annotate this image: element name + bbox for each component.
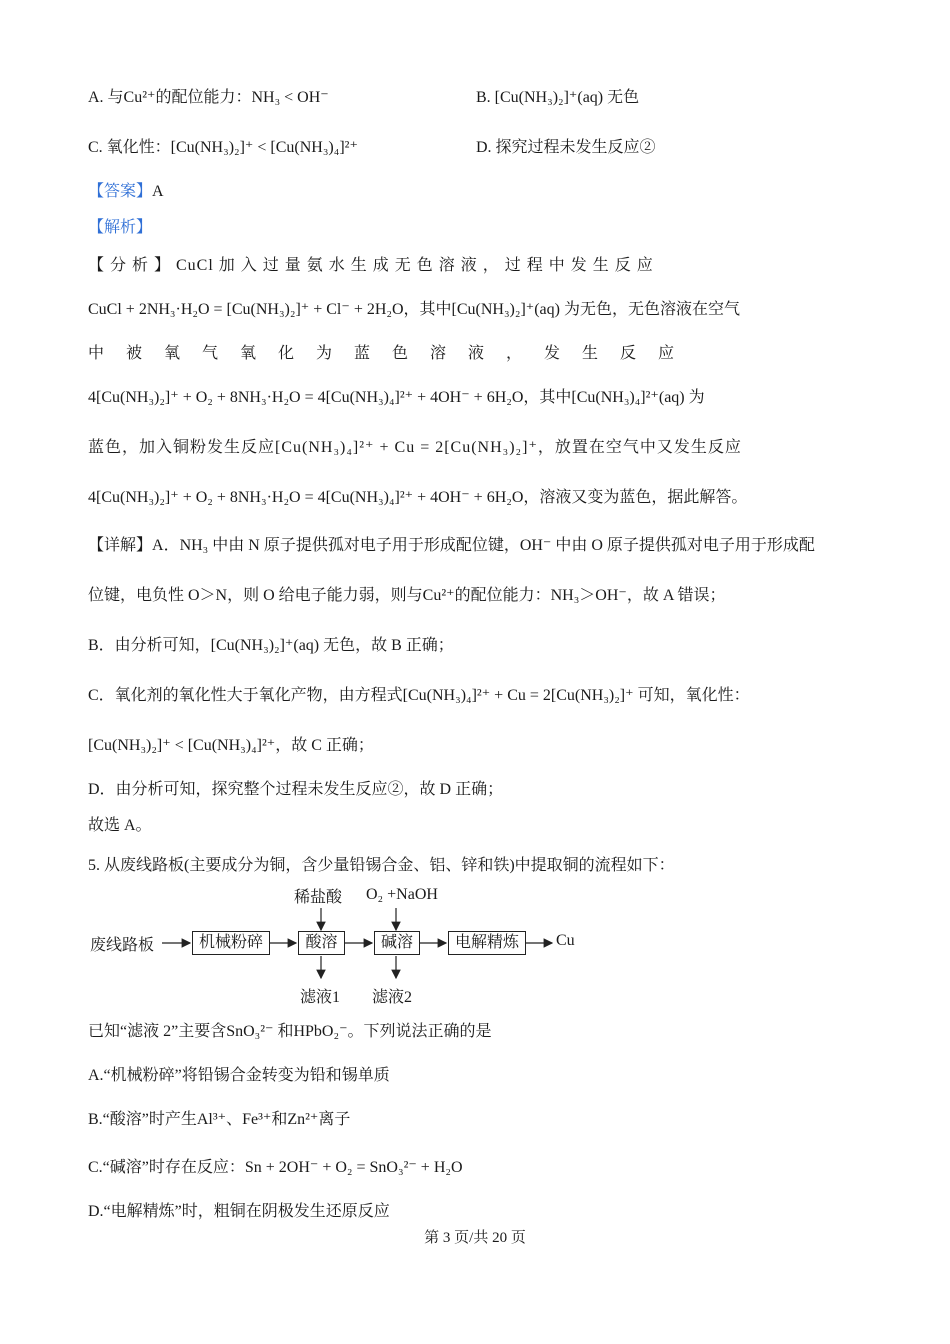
- detail-line-1: 【详解】A．NH₃ 中由 N 原子提供孤对电子用于形成配位键，OH⁻ 中由 O 原子提供孤对电子用于形成配: [88, 537, 815, 554]
- flow-step-crush: 机械粉碎: [192, 931, 270, 955]
- analysis-heading: 【解析】: [88, 219, 153, 236]
- detail-tag: 【详解】: [88, 537, 153, 554]
- q5-option-b: B.“酸溶”时产生Al³⁺、Fe³⁺和Zn²⁺离子: [88, 1111, 351, 1128]
- q4-option-b: B. [Cu(NH₃)₂]⁺(aq) 无色: [476, 89, 640, 106]
- detail-line-7: 故选 A。: [88, 817, 152, 834]
- detail-line-5: [Cu(NH₃)₂]⁺ < [Cu(NH₃)₄]²⁺，故 C 正确；: [88, 737, 374, 754]
- q5-stem: 5. 从废线路板(主要成分为铜，含少量铅锡合金、铝、锌和铁)中提取铜的流程如下：: [88, 857, 675, 874]
- flow-step-refine: 电解精炼: [448, 931, 526, 955]
- analysis-line-1: 【 分 析 】 CuCl 加 入 过 量 氨 水 生 成 无 色 溶 液 ， 过 程 中 发 生 反 应: [88, 257, 654, 274]
- detail-line-2: 位键，电负性 O＞N，则 O 给电子能力弱，则与Cu²⁺的配位能力：NH₃＞OH⁻，故 A 错误；: [88, 587, 726, 604]
- answer-value: A: [152, 183, 164, 200]
- flow-output-1: 滤液1: [300, 989, 341, 1006]
- q5-known: 已知“滤液 2”主要含SnO₃²⁻ 和HPbO₂⁻。下列说法正确的是: [88, 1023, 492, 1040]
- answer-tag: 【答案】: [88, 183, 153, 200]
- analysis-line-3: 中 被 氧 气 氧 化 为 蓝 色 溶 液 ， 发 生 反 应: [88, 345, 684, 362]
- q4-option-c: C. 氧化性：[Cu(NH₃)₂]⁺ < [Cu(NH₃)₄]²⁺: [88, 139, 358, 156]
- detail-line-3: B．由分析可知，[Cu(NH₃)₂]⁺(aq) 无色，故 B 正确；: [88, 637, 454, 654]
- flow-product: Cu: [556, 932, 575, 949]
- flow-start: 废线路板: [90, 937, 155, 954]
- page-footer: 第 3 页/共 20 页: [424, 1230, 526, 1246]
- analysis-line-2: CuCl + 2NH₃·H₂O = [Cu(NH₃)₂]⁺ + Cl⁻ + 2H₂O，其中[Cu(NH₃)₂]⁺(aq) 为无色，无色溶液在空气: [88, 301, 740, 318]
- analysis-line-6: 4[Cu(NH₃)₂]⁺ + O₂ + 8NH₃·H₂O = 4[Cu(NH₃)₄]²⁺ + 4OH⁻ + 6H₂O，溶液又变为蓝色，据此解答。: [88, 489, 748, 506]
- q5-option-a: A.“机械粉碎”将铅锡合金转变为铅和锡单质: [88, 1067, 390, 1084]
- flow-step-alkali: 碱溶: [374, 931, 420, 955]
- analysis-line-5: 蓝色，加入铜粉发生反应[Cu(NH₃)₄]²⁺ + Cu = 2[Cu(NH₃)₂]⁺，放置在空气中又发生反应: [88, 439, 742, 456]
- flow-output-2: 滤液2: [372, 989, 413, 1006]
- flow-reagent-1: 稀盐酸: [294, 889, 343, 906]
- flow-step-acid: 酸溶: [298, 931, 345, 955]
- q5-option-d: D.“电解精炼”时，粗铜在阴极发生还原反应: [88, 1203, 390, 1220]
- q5-option-c: C.“碱溶”时存在反应：Sn + 2OH⁻ + O₂ = SnO₃²⁻ + H₂O: [88, 1159, 463, 1176]
- q4-option-d: D. 探究过程未发生反应②: [476, 139, 656, 156]
- detail-line-4: C．氧化剂的氧化性大于氧化产物，由方程式[Cu(NH₃)₄]²⁺ + Cu = 2[Cu(NH₃)₂]⁺ 可知，氧化性：: [88, 687, 750, 704]
- analysis-line-4: 4[Cu(NH₃)₂]⁺ + O₂ + 8NH₃·H₂O = 4[Cu(NH₃)₄]²⁺ + 4OH⁻ + 6H₂O，其中[Cu(NH₃)₄]²⁺(aq) 为: [88, 389, 705, 406]
- q4-option-a: A. 与Cu²⁺的配位能力：NH₃ < OH⁻: [88, 89, 329, 106]
- flow-reagent-2: O₂ +NaOH: [366, 886, 438, 903]
- detail-line-6: D．由分析可知，探究整个过程未发生反应②，故 D 正确；: [88, 781, 504, 798]
